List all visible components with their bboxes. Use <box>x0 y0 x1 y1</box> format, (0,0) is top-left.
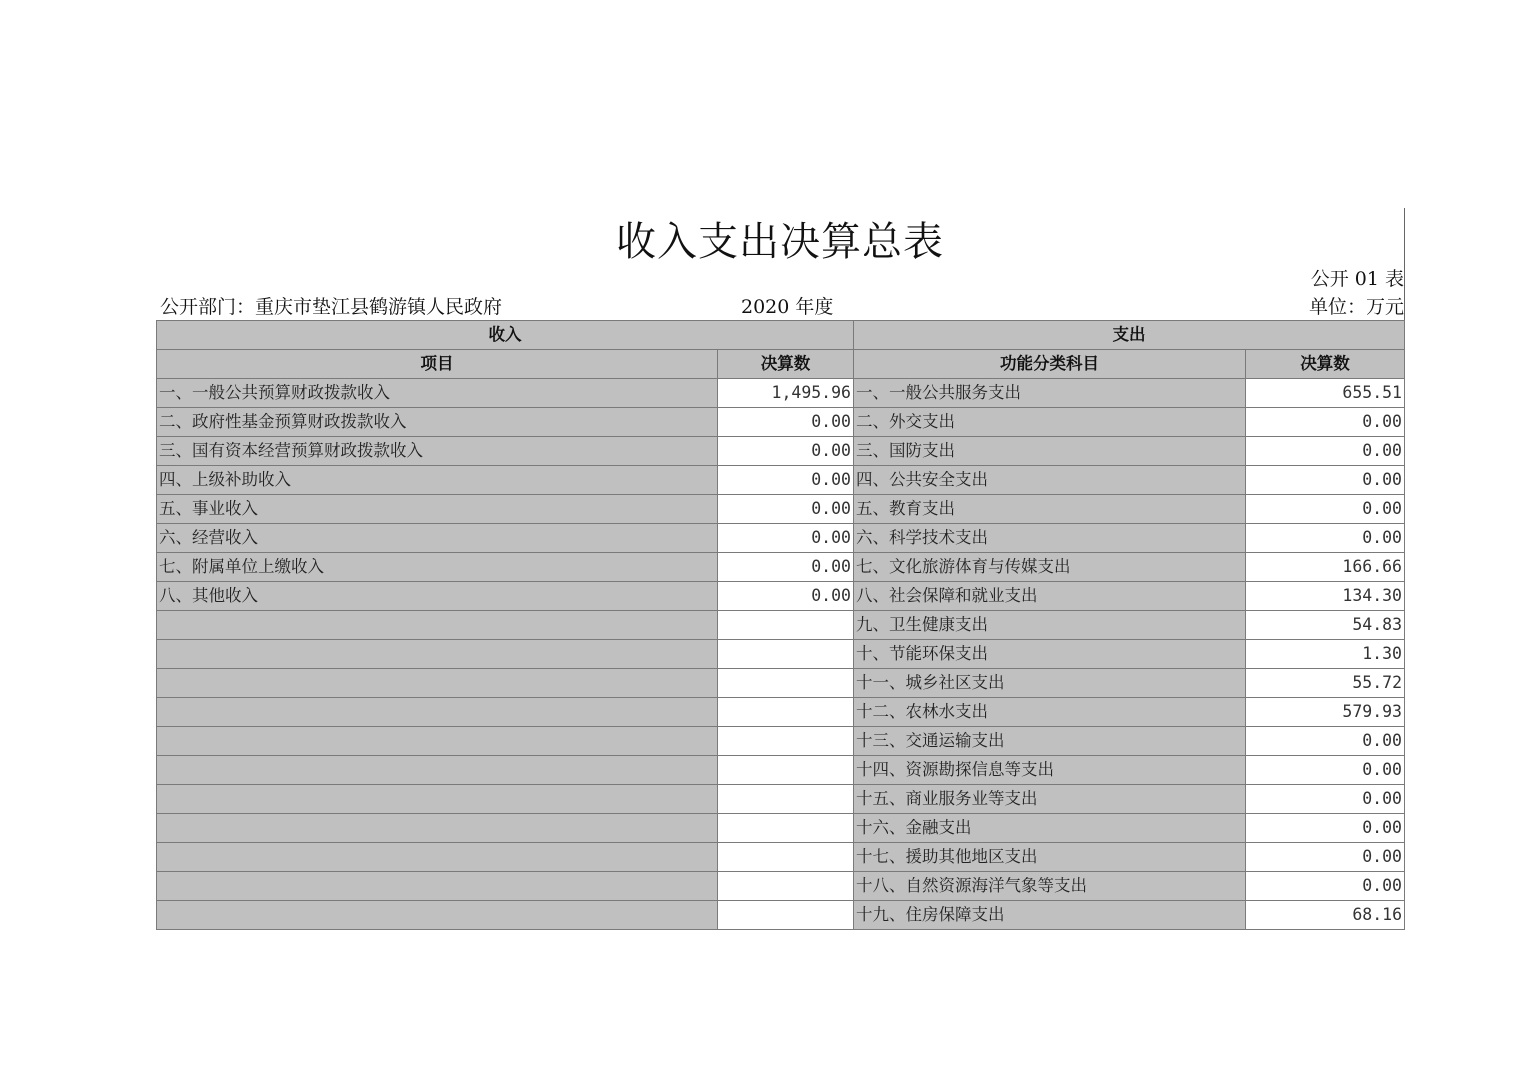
expense-item-cell: 一、一般公共服务支出 <box>854 379 1246 408</box>
section-header-row <box>157 321 1405 350</box>
expense-amount-cell: 579.93 <box>1246 698 1405 727</box>
income-amount-cell: 0.00 <box>718 495 854 524</box>
expense-amount-cell: 0.00 <box>1246 872 1405 901</box>
expense-amount-cell: 0.00 <box>1246 495 1405 524</box>
expense-amount-cell: 0.00 <box>1246 466 1405 495</box>
income-item-cell: 二、政府性基金预算财政拨款收入 <box>157 408 718 437</box>
income-amount-cell <box>718 640 854 669</box>
expense-item-cell: 十三、交通运输支出 <box>854 727 1246 756</box>
expense-amount-cell: 166.66 <box>1246 553 1405 582</box>
expense-item-cell: 四、公共安全支出 <box>854 466 1246 495</box>
table-row <box>157 553 1405 582</box>
income-item-cell <box>157 901 718 930</box>
income-amount-column-header: 决算数 <box>718 350 854 379</box>
expense-amount-cell: 655.51 <box>1246 379 1405 408</box>
income-amount-cell <box>718 669 854 698</box>
income-amount-cell <box>718 727 854 756</box>
expense-item-cell: 九、卫生健康支出 <box>854 611 1246 640</box>
table-row <box>157 379 1405 408</box>
table-row <box>157 669 1405 698</box>
expense-amount-cell: 134.30 <box>1246 582 1405 611</box>
income-item-cell <box>157 698 718 727</box>
income-item-cell: 五、事业收入 <box>157 495 718 524</box>
expense-item-cell: 十八、自然资源海洋气象等支出 <box>854 872 1246 901</box>
table-row <box>157 466 1405 495</box>
column-header-row <box>157 350 1405 379</box>
income-expense-table <box>156 320 1405 930</box>
income-section-header: 收入 <box>157 321 854 350</box>
income-item-cell <box>157 611 718 640</box>
expense-amount-cell: 68.16 <box>1246 901 1405 930</box>
expense-amount-cell: 0.00 <box>1246 524 1405 553</box>
expense-amount-cell: 0.00 <box>1246 814 1405 843</box>
expense-item-cell: 十四、资源勘探信息等支出 <box>854 756 1246 785</box>
income-amount-cell: 0.00 <box>718 582 854 611</box>
income-amount-cell: 0.00 <box>718 408 854 437</box>
department-label: 公开部门：重庆市垫江县鹤游镇人民政府 <box>160 296 503 318</box>
table-row <box>157 524 1405 553</box>
income-amount-cell <box>718 872 854 901</box>
income-item-cell <box>157 872 718 901</box>
income-item-cell <box>157 785 718 814</box>
expense-item-cell: 十九、住房保障支出 <box>854 901 1246 930</box>
income-amount-cell: 1,495.96 <box>718 379 854 408</box>
income-item-cell <box>157 727 718 756</box>
income-item-cell: 八、其他收入 <box>157 582 718 611</box>
expense-item-cell: 十、节能环保支出 <box>854 640 1246 669</box>
income-amount-cell: 0.00 <box>718 553 854 582</box>
expense-item-cell: 十一、城乡社区支出 <box>854 669 1246 698</box>
expense-item-cell: 二、外交支出 <box>854 408 1246 437</box>
income-item-cell <box>157 669 718 698</box>
expense-item-cell: 六、科学技术支出 <box>854 524 1246 553</box>
income-amount-cell: 0.00 <box>718 466 854 495</box>
income-amount-cell: 0.00 <box>718 524 854 553</box>
table-row <box>157 814 1405 843</box>
income-amount-cell <box>718 901 854 930</box>
expense-amount-cell: 0.00 <box>1246 756 1405 785</box>
table-row <box>157 437 1405 466</box>
income-item-cell: 四、上级补助收入 <box>157 466 718 495</box>
expense-amount-cell: 0.00 <box>1246 843 1405 872</box>
income-item-cell <box>157 640 718 669</box>
income-item-cell <box>157 756 718 785</box>
expense-amount-cell: 55.72 <box>1246 669 1405 698</box>
expense-item-cell: 七、文化旅游体育与传媒支出 <box>854 553 1246 582</box>
form-number: 公开 01 表 <box>1310 268 1404 290</box>
unit-label: 单位：万元 <box>1308 296 1404 318</box>
expense-amount-cell: 1.30 <box>1246 640 1405 669</box>
expense-amount-cell: 0.00 <box>1246 727 1405 756</box>
income-amount-cell <box>718 611 854 640</box>
table-row <box>157 901 1405 930</box>
income-amount-cell <box>718 698 854 727</box>
expense-amount-cell: 54.83 <box>1246 611 1405 640</box>
expense-item-cell: 十二、农林水支出 <box>854 698 1246 727</box>
income-item-column-header: 项目 <box>157 350 718 379</box>
page-edge-line <box>1404 208 1405 320</box>
expense-item-cell: 五、教育支出 <box>854 495 1246 524</box>
expense-amount-cell: 0.00 <box>1246 785 1405 814</box>
expense-item-cell: 八、社会保障和就业支出 <box>854 582 1246 611</box>
income-amount-cell: 0.00 <box>718 437 854 466</box>
table-row <box>157 785 1405 814</box>
page-title: 收入支出决算总表 <box>616 219 944 265</box>
expense-amount-column-header: 决算数 <box>1246 350 1405 379</box>
expense-amount-cell: 0.00 <box>1246 437 1405 466</box>
expense-item-cell: 十七、援助其他地区支出 <box>854 843 1246 872</box>
income-amount-cell <box>718 843 854 872</box>
income-item-cell: 一、一般公共预算财政拨款收入 <box>157 379 718 408</box>
income-amount-cell <box>718 756 854 785</box>
income-item-cell: 三、国有资本经营预算财政拨款收入 <box>157 437 718 466</box>
table-row <box>157 582 1405 611</box>
expense-item-cell: 十五、商业服务业等支出 <box>854 785 1246 814</box>
table-row <box>157 408 1405 437</box>
table-row <box>157 611 1405 640</box>
income-amount-cell <box>718 814 854 843</box>
table-row <box>157 698 1405 727</box>
income-amount-cell <box>718 785 854 814</box>
fiscal-year: 2020 年度 <box>741 296 834 318</box>
income-item-cell: 七、附属单位上缴收入 <box>157 553 718 582</box>
income-item-cell <box>157 814 718 843</box>
table-row <box>157 640 1405 669</box>
expense-item-column-header: 功能分类科目 <box>854 350 1246 379</box>
table-row <box>157 843 1405 872</box>
table-row <box>157 727 1405 756</box>
table-row <box>157 872 1405 901</box>
expense-item-cell: 三、国防支出 <box>854 437 1246 466</box>
table-row <box>157 495 1405 524</box>
income-item-cell: 六、经营收入 <box>157 524 718 553</box>
income-item-cell <box>157 843 718 872</box>
expense-amount-cell: 0.00 <box>1246 408 1405 437</box>
table-row <box>157 756 1405 785</box>
expense-item-cell: 十六、金融支出 <box>854 814 1246 843</box>
expense-section-header: 支出 <box>854 321 1405 350</box>
